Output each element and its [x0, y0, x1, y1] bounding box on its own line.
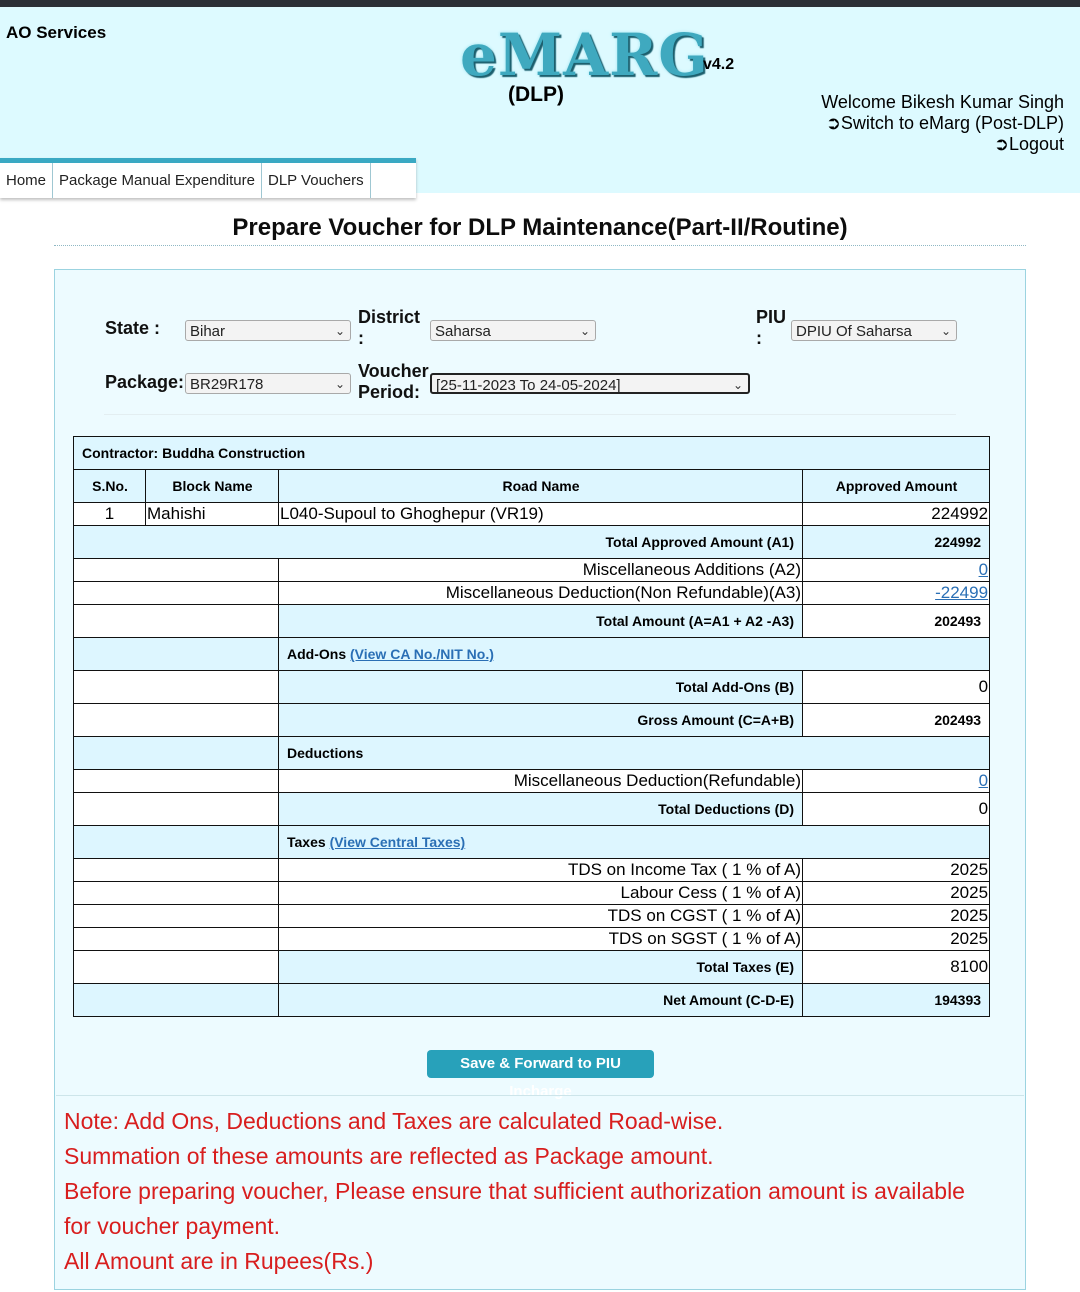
chevron-down-icon: ⌄ [579, 324, 590, 338]
sign-out-arrow-icon: ➲ [825, 113, 841, 133]
chevron-down-icon: ⌄ [732, 378, 743, 392]
top-bar [0, 0, 1080, 7]
sign-out-arrow-icon: ➲ [993, 134, 1009, 154]
emarg-logo: eMARG [460, 21, 709, 89]
header-road-name: Road Name [279, 470, 803, 503]
total-deductions-label: Total Deductions (D) [279, 793, 803, 826]
total-amount-value: 202493 [803, 605, 990, 638]
header-sno: S.No. [74, 470, 146, 503]
voucher-table [73, 436, 990, 1017]
tax-row-label: TDS on CGST ( 1 % of A) [279, 905, 803, 928]
misc-deduction-ref-label: Miscellaneous Deduction(Refundable) [279, 770, 803, 793]
page-title: Prepare Voucher for DLP Maintenance(Part-II/Routine) [232, 214, 848, 241]
misc-deduction-nonref-link[interactable]: -22499 [935, 583, 989, 602]
row-road: L040-Supoul to Ghoghepur (VR19) [279, 503, 803, 526]
tax-row-value: 2025 [803, 905, 990, 928]
tax-row-value: 2025 [803, 882, 990, 905]
total-addons-value: 0 [803, 671, 990, 704]
note-line: Summation of these amounts are reflected as Package amount. [64, 1143, 714, 1169]
row-sno: 1 [74, 503, 146, 526]
switch-emarg-link[interactable]: ➲Switch to eMarg (Post-DLP) [825, 113, 1064, 133]
total-approved-value: 224992 [803, 526, 990, 559]
menu-item-dlp-vouchers[interactable]: DLP Vouchers [262, 163, 371, 198]
gross-amount-label: Gross Amount (C=A+B) [279, 704, 803, 737]
piu-select[interactable]: DPIU Of Saharsa ⌄ [791, 320, 957, 341]
main-menu [0, 158, 416, 198]
misc-deduction-ref-link[interactable]: 0 [978, 771, 989, 790]
user-area [821, 92, 1064, 155]
header-approved-amount: Approved Amount [803, 470, 990, 503]
total-addons-label: Total Add-Ons (B) [279, 671, 803, 704]
voucher-period-label: Voucher Period: [358, 361, 429, 402]
save-forward-button[interactable]: Save & Forward to PIU Incharge [427, 1050, 654, 1078]
notes-divider [56, 1095, 1024, 1096]
total-approved-label: Total Approved Amount (A1) [74, 526, 803, 559]
tax-row-label: TDS on SGST ( 1 % of A) [279, 928, 803, 951]
addons-label: Add-Ons [287, 646, 347, 662]
total-taxes-value: 8100 [803, 951, 990, 984]
taxes-label: Taxes [287, 834, 326, 850]
state-select[interactable]: Bihar ⌄ [185, 320, 351, 341]
chevron-down-icon: ⌄ [940, 324, 951, 338]
tax-row-label: TDS on Income Tax ( 1 % of A) [279, 859, 803, 882]
total-amount-label: Total Amount (A=A1 + A2 -A3) [279, 605, 803, 638]
misc-additions-link[interactable]: 0 [978, 560, 989, 579]
view-central-taxes-link[interactable]: (View Central Taxes) [329, 834, 466, 850]
view-ca-nit-link[interactable]: (View CA No./NIT No.) [350, 646, 494, 662]
deductions-label: Deductions [279, 737, 990, 770]
package-label: Package: [105, 372, 185, 392]
chevron-down-icon: ⌄ [334, 377, 345, 391]
logout-link[interactable]: ➲Logout [993, 134, 1064, 154]
menu-item-home[interactable]: Home [0, 163, 53, 198]
note-line: All Amount are in Rupees(Rs.) [64, 1248, 374, 1274]
chevron-down-icon: ⌄ [334, 324, 345, 338]
notes [64, 1104, 984, 1279]
menu-item-package-manual-expenditure[interactable]: Package Manual Expenditure [53, 163, 262, 198]
contractor-label: Contractor: Buddha Construction [74, 437, 990, 470]
brand-left: AO Services [6, 23, 107, 42]
table-row [74, 503, 990, 526]
welcome-text: Welcome Bikesh Kumar Singh [821, 92, 1064, 112]
tax-row-value: 2025 [803, 928, 990, 951]
net-amount-value: 194393 [803, 984, 990, 1017]
title-divider [54, 245, 1026, 246]
total-deductions-value: 0 [803, 793, 990, 826]
piu-label: PIU : [756, 307, 787, 348]
package-select[interactable]: BR29R178 ⌄ [185, 373, 351, 394]
district-select[interactable]: Saharsa ⌄ [430, 320, 596, 341]
district-label: District : [358, 307, 421, 348]
gross-amount-value: 202493 [803, 704, 990, 737]
tax-row-label: Labour Cess ( 1 % of A) [279, 882, 803, 905]
misc-deduction-nonref-label: Miscellaneous Deduction(Non Refundable)(A3) [279, 582, 803, 605]
version-label: v4.2 [703, 56, 735, 73]
state-label: State : [105, 318, 161, 338]
row-amount: 224992 [803, 503, 990, 526]
filter-divider [104, 414, 956, 415]
row-block: Mahishi [146, 503, 279, 526]
tax-row-value: 2025 [803, 859, 990, 882]
note-line: Note: Add Ons, Deductions and Taxes are calculated Road-wise. [64, 1108, 724, 1134]
net-amount-label: Net Amount (C-D-E) [279, 984, 803, 1017]
total-taxes-label: Total Taxes (E) [279, 951, 803, 984]
misc-additions-label: Miscellaneous Additions (A2) [279, 559, 803, 582]
module-label: (DLP) [508, 83, 564, 106]
voucher-period-select[interactable]: [25-11-2023 To 24-05-2024] ⌄ [430, 373, 750, 394]
header-block-name: Block Name [146, 470, 279, 503]
note-line: Before preparing voucher, Please ensure that sufficient authorization amount is available for voucher payment. [64, 1178, 965, 1239]
